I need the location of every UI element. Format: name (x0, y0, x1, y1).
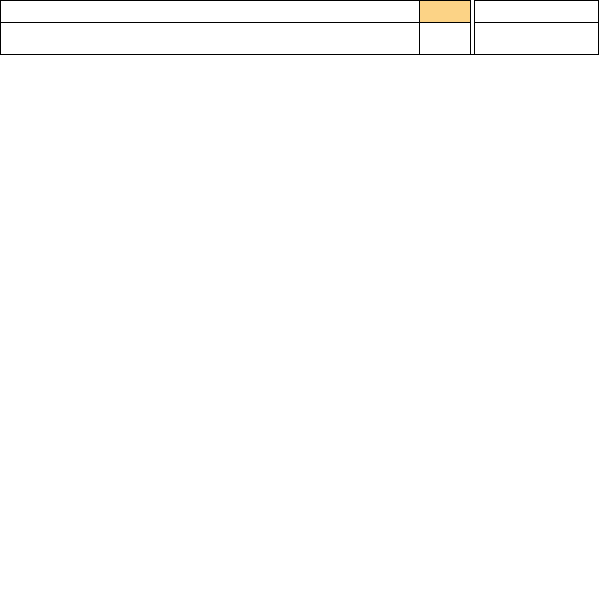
section-header (1, 1, 599, 23)
section-row (1, 1, 599, 23)
price-table (0, 0, 599, 55)
total-value (475, 22, 599, 54)
total-label (1, 22, 420, 54)
quantity-cell[interactable] (420, 1, 471, 23)
total-row (1, 22, 599, 54)
total-section (1, 22, 599, 54)
section-title (1, 1, 420, 23)
